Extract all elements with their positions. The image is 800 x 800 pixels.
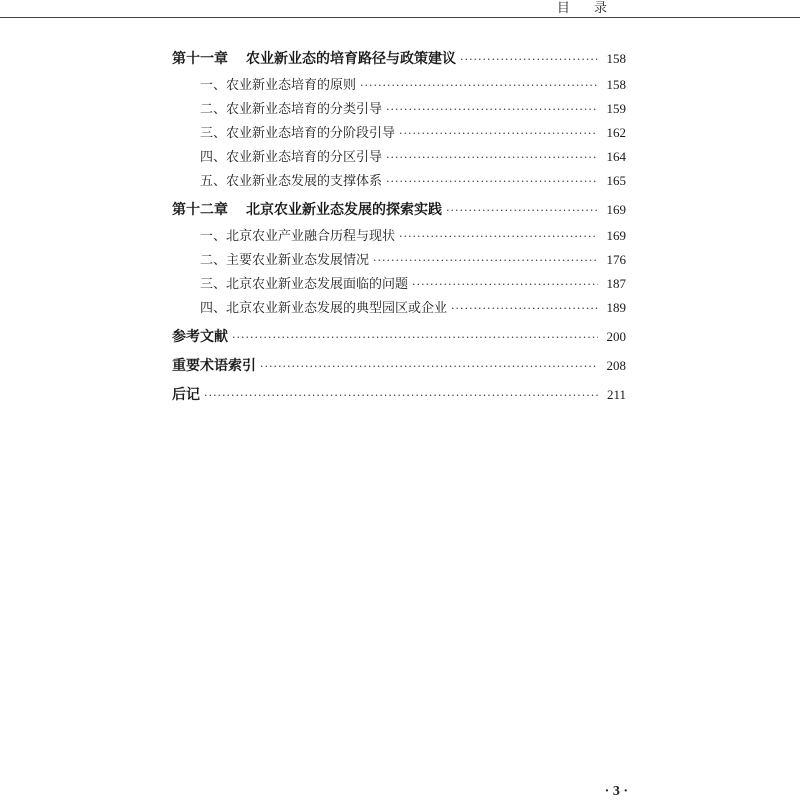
dot-leader [386, 170, 598, 194]
dot-leader [373, 249, 598, 273]
dot-leader [399, 122, 598, 146]
chapter-title: 参考文献 [172, 329, 228, 345]
chapter-number: 第十二章 [172, 202, 228, 218]
section-title: 三、农业新业态培育的分阶段引导 [200, 126, 396, 141]
toc-section[interactable] [172, 296, 626, 320]
dot-leader [386, 146, 598, 170]
chapter-title: 农业新业态的培育路径与政策建议 [246, 51, 456, 67]
dot-leader [446, 196, 598, 225]
page-number: 164 [606, 149, 626, 164]
dot-leader [460, 45, 598, 74]
toc-section[interactable] [172, 248, 626, 272]
dot-leader [399, 225, 598, 249]
section-title: 二、农业新业态培育的分类引导 [200, 102, 383, 117]
toc-afterword[interactable] [172, 380, 626, 409]
toc-section[interactable] [172, 145, 626, 169]
toc-chapter-12[interactable] [172, 195, 626, 224]
page-number: 208 [606, 358, 626, 373]
dot-leader [386, 98, 598, 122]
section-title: 二、主要农业新业态发展情况 [200, 253, 370, 268]
running-head: 目 录 [556, 1, 617, 16]
page-number: 165 [606, 173, 626, 188]
dot-leader [412, 273, 598, 297]
section-title: 五、农业新业态发展的支撑体系 [200, 174, 383, 189]
toc-section[interactable] [172, 121, 626, 145]
toc-index[interactable] [172, 351, 626, 380]
dot-leader [232, 323, 598, 352]
header-rule [0, 17, 800, 18]
section-title: 四、农业新业态培育的分区引导 [200, 150, 383, 165]
dot-leader [204, 381, 598, 410]
toc-chapter-11[interactable] [172, 44, 626, 73]
chapter-number: 第十一章 [172, 51, 228, 67]
page-number: 169 [606, 202, 626, 217]
page-number: 158 [606, 77, 626, 92]
section-title: 一、北京农业产业融合历程与现状 [200, 229, 396, 244]
toc-section[interactable] [172, 73, 626, 97]
page-number: 169 [606, 228, 626, 243]
toc-section[interactable] [172, 97, 626, 121]
dot-leader [260, 352, 598, 381]
section-title: 一、农业新业态培育的原则 [200, 78, 357, 93]
section-title: 四、北京农业新业态发展的典型园区或企业 [200, 301, 448, 316]
chapter-title: 后记 [172, 387, 200, 403]
dot-leader [360, 74, 598, 98]
page-number: 176 [606, 252, 626, 267]
table-of-contents [172, 44, 626, 409]
toc-section[interactable] [172, 272, 626, 296]
chapter-title: 北京农业新业态发展的探索实践 [246, 202, 442, 218]
toc-section[interactable] [172, 169, 626, 193]
page-number: 211 [606, 387, 626, 402]
page-folio: · 3 · [604, 784, 628, 799]
chapter-title: 重要术语索引 [172, 358, 256, 374]
toc-references[interactable] [172, 322, 626, 351]
page-number: 162 [606, 125, 626, 140]
section-title: 三、北京农业新业态发展面临的问题 [200, 277, 409, 292]
page-number: 189 [606, 300, 626, 315]
page-number: 158 [606, 51, 626, 66]
page-number: 187 [606, 276, 626, 291]
toc-section[interactable] [172, 224, 626, 248]
page-number: 159 [606, 101, 626, 116]
dot-leader [451, 297, 598, 321]
page-number: 200 [606, 329, 626, 344]
